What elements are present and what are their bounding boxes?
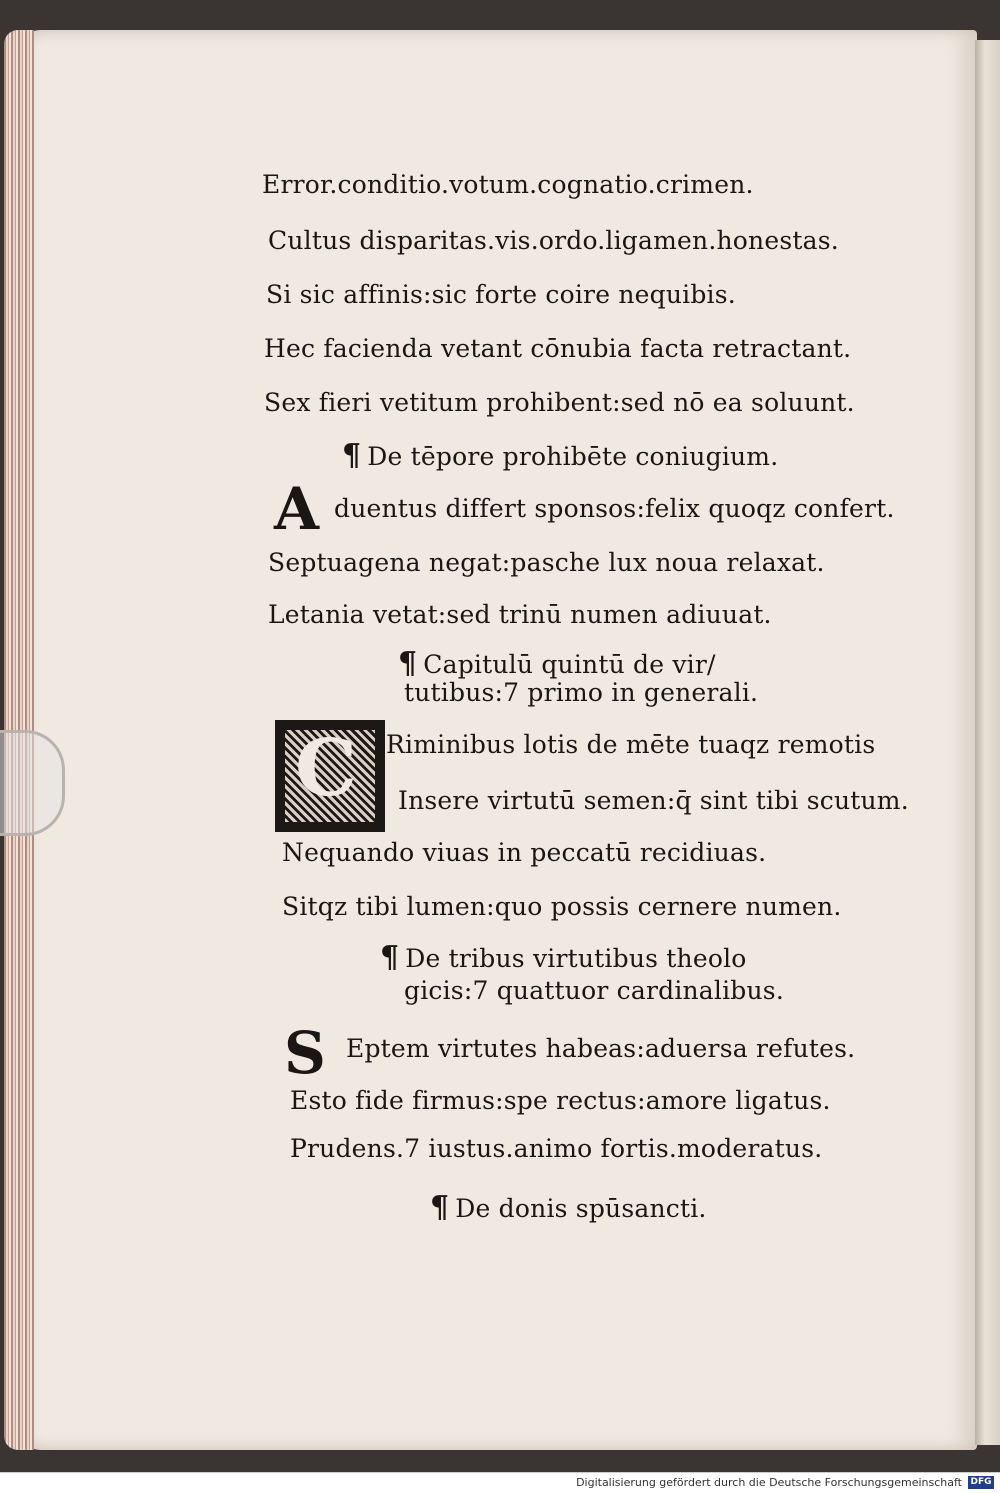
text-line: Riminibus lotis de mēte tuaqz remotis xyxy=(386,730,876,759)
initial-letter: S xyxy=(284,1019,326,1087)
paragraph-mark: ¶ xyxy=(342,438,362,473)
text-line: Letania vetat:sed trinū numen adiuuat. xyxy=(268,600,772,629)
text-line: Esto fide firmus:spe rectus:amore ligatus. xyxy=(290,1086,831,1115)
text-line: Eptem virtutes habeas:aduersa refutes. xyxy=(346,1034,856,1063)
paragraph-mark: ¶ xyxy=(430,1190,450,1225)
section-heading: ¶ De donis spūsancti. xyxy=(430,1190,707,1225)
funding-credit: Digitalisierung gefördert durch die Deutsche Forschungsgemeinschaft xyxy=(576,1476,962,1489)
section-heading-cont: tutibus:7 primo in generali. xyxy=(404,678,759,707)
paragraph-mark: ¶ xyxy=(380,940,400,975)
text-line: Insere virtutū semen:q̄ sint tibi scutum. xyxy=(398,786,909,815)
footer-bar xyxy=(0,1472,1000,1493)
section-heading-cont: gicis:7 quattuor cardinalibus. xyxy=(404,976,784,1005)
text-line: Error.conditio.votum.cognatio.crimen. xyxy=(262,170,754,199)
text-line: Prudens.7 iustus.animo fortis.moderatus. xyxy=(290,1134,823,1163)
section-heading: ¶ De tribus virtutibus theolo xyxy=(380,940,747,975)
text-line: Septuagena negat:pasche lux noua relaxat. xyxy=(268,548,825,577)
section-heading: ¶ Capitulū quintū de vir/ xyxy=(398,646,716,681)
text-line: Cultus disparitas.vis.ordo.ligamen.honestas. xyxy=(268,226,839,255)
dfg-logo: DFG xyxy=(968,1476,994,1489)
text-line: Hec facienda vetant cōnubia facta retractant. xyxy=(264,334,852,363)
paragraph-mark: ¶ xyxy=(398,646,418,681)
section-heading: ¶ De tēpore prohibēte coniugium. xyxy=(342,438,779,473)
text-line: Sex fieri vetitum prohibent:sed nō ea soluunt. xyxy=(264,388,855,417)
initial-letter: A xyxy=(274,475,320,543)
text-line: Nequando viuas in peccatū recidiuas. xyxy=(282,838,767,867)
initial-letter: C xyxy=(295,723,358,814)
text-line: duentus differt sponsos:felix quoqz confert. xyxy=(334,494,895,523)
decorated-initial xyxy=(275,720,385,832)
text-line: Sitqz tibi lumen:quo possis cernere numen. xyxy=(282,892,842,921)
text-line: Si sic affinis:sic forte coire nequibis. xyxy=(266,280,736,309)
